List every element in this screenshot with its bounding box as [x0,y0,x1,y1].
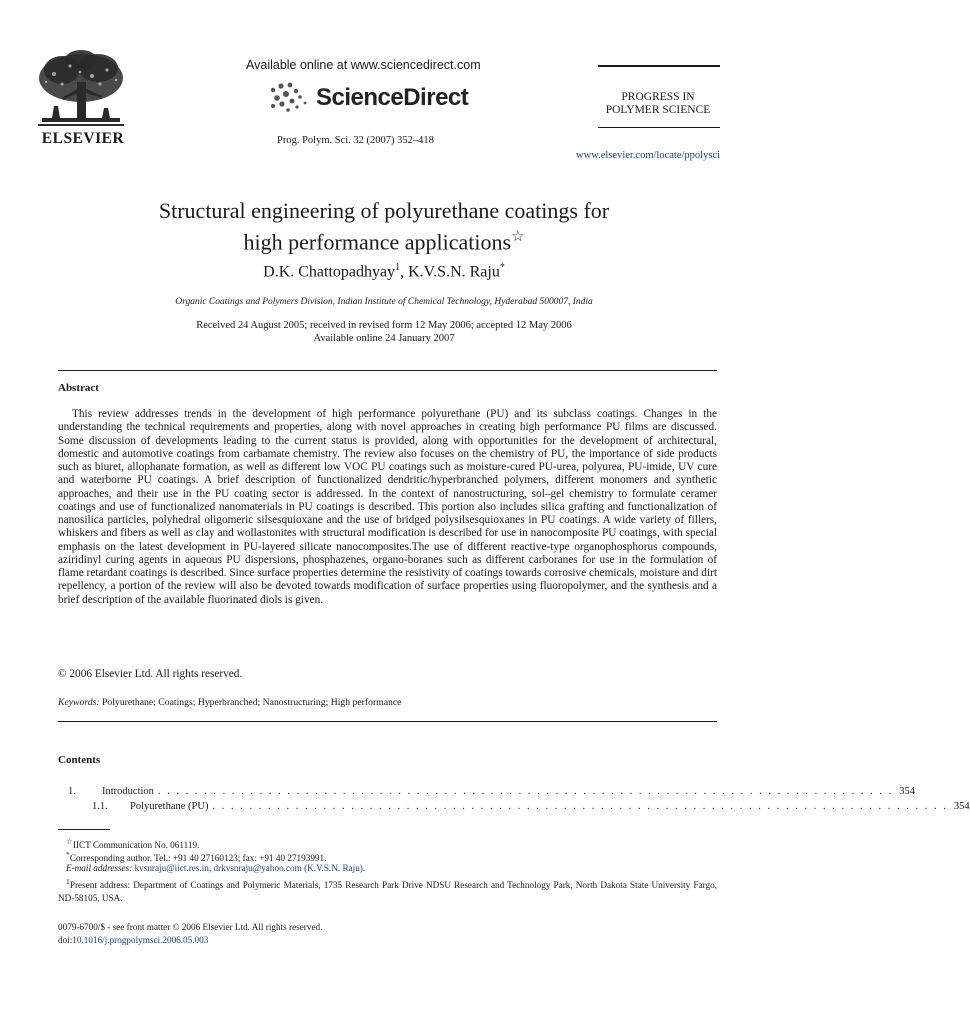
journal-title-line-2: POLYMER SCIENCE [605,104,711,116]
email-link[interactable]: kvsnraju@iict.res.in [134,863,209,873]
footnote-emails [58,862,717,875]
corresponding-author-mark[interactable]: * [499,262,505,273]
journal-homepage-link[interactable]: www.elsevier.com/locate/ppolysci [576,150,720,161]
email-label: E-mail addresses: [66,863,133,873]
toc-entry[interactable] [58,801,970,815]
footnote-text: IICT Communication No. 061119. [72,840,200,851]
footnote-present-address [58,876,717,904]
footnote-mark: * [66,850,70,859]
abstract-copyright: © 2006 Elsevier Ltd. All rights reserved. [58,668,243,680]
article-history-dates: Received 24 August 2005; received in revised form 12 May 2006; accepted 12 May 2006 [196,320,572,331]
toc-entry-page: 354 [953,801,970,812]
toc-dot-leader: . . . . . . . . . . . . . . . . . . . . . . . . . . . . . . . . . . . . . . . . . . . . . . . . . . . . . . . . . . . . . . . . . . . . . . . . . . . . . . . . [157,786,894,797]
contents-heading: Contents [58,754,101,766]
section-divider [58,370,717,371]
front-matter-notice: 0079-6700/$ - see front matter © 2006 Elsevier Ltd. All rights reserved. [58,922,323,932]
footnote-text: Present address: Department of Coatings and Polymeric Materials, 1735 Research Park Drive NDSU Research and Technology Park, North Dakota State University Fargo, ND-58105, USA. [58,880,717,903]
article-title [60,198,708,255]
author-name: K.V.S.N. Raju [408,263,500,281]
toc-entry-page: 354 [899,786,916,797]
publisher-name: ELSEVIER [41,130,125,147]
abstract-heading: Abstract [58,382,99,394]
sciencedirect-wordmark: ScienceDirect [316,84,469,111]
journal-citation: Prog. Polym. Sci. 32 (2007) 352–418 [277,135,434,146]
keywords-list: Polyurethane; Coatings; Hyperbranched; Nanostructuring; High performance [102,697,402,708]
keywords-line [58,697,717,708]
email-separator: , [208,863,214,873]
author-list [60,262,708,281]
author-name: D.K. Chattopadhyay [263,263,396,281]
article-title-line-1: Structural engineering of polyurethane coatings for [158,198,610,223]
abstract-body: This review addresses trends in the development of high performance polyurethane (PU) and its subclass coatings. Changes in the understanding the technical requirements and properties, along with novel approaches in creating high performance PU films are discussed. Some discussion of developments leading to the current status is provided, along with opportunities for the development of architectural, domestic and automotive coatings from carbamate chemistry. The review also focuses on the chemistry of PU, the importance of side products such as biuret, allophanate formation, as well as different low VOC PU coatings such as moisture-cured PU-urea, polyurea, PU-imide, UV cure and waterborne PU coatings. A brief description of functionalized dendritic/hyperbranched polymers, different monomers and synthetic approaches, and their use in the PU coating sector is addressed. In the context of nanostructuring, sol–gel chemistry to formulate ceramer coatings and use of functionalized nanomaterials in PU coatings is described. This portion also includes silica grafting and functionalization of nanosilica particles, polyhedral oligomeric silsesquioxane and the use of bridged polysilsesquioxanes in PU coatings. A wide variety of fillers, whiskers and fibers as well as clay and wollastonites with structural modification is described for use in nanocomposite PU coatings, with special emphasis on the latest development in PU-layered silicate nanocomposites.The use of different reactive-type organophosphorus compounds, aziridinyl curing agents in aqueous PU dispersions, phosphazenes, organo-boranes such as different carboranes for use in the formulation of flame retardant coatings is described. Since surface properties determine the resistivity of coatings towards corrosive chemicals, moisture and dirt repellency, a portion of the review will also be devoted towards modification of surface properties using fluoropolymer, and the synthesis and a brief description of the available fluorinated diols is given. [58,408,717,606]
journal-title-block [598,91,718,117]
sciencedirect-dots-icon [267,81,311,115]
toc-entry[interactable] [58,786,916,800]
toc-entry-number: 1.1. [92,801,108,812]
toc-entry-title: Introduction [102,786,154,797]
available-online-date: Available online 24 January 2007 [313,333,455,344]
journal-title-line-1: PROGRESS IN [621,91,695,103]
journal-rule-bottom [598,127,720,128]
email-link[interactable]: drkvsnraju@yahoo.com (K.V.S.N. Raju). [213,863,366,873]
toc-entry-number: 1. [68,786,76,797]
article-title-line-2: high performance applications [243,229,512,255]
available-online-line: Available online at www.sciencedirect.com [246,58,481,72]
sciencedirect-logo [267,80,468,116]
doi-line [58,935,208,945]
toc-dot-leader: . . . . . . . . . . . . . . . . . . . . . . . . . . . . . . . . . . . . . . . . . . . . . . . . . . . . . . . . . . . . . . . . . . . . . . . . . . . . . . . . [212,801,948,812]
title-footnote-mark[interactable]: ☆ [511,229,525,245]
author-affiliation: Organic Coatings and Polymers Division, Indian Institute of Chemical Technology, Hyderabad 500007, India [175,297,593,307]
toc-entry-title: Polyurethane (PU) [130,801,209,812]
keywords-label: Keywords: [58,697,100,708]
elsevier-tree-logo [32,48,130,134]
author-separator: , [400,263,409,281]
footnote-text: Corresponding author. Tel.: +91 40 27160123; fax: +91 40 27193991. [69,853,327,864]
doi-link[interactable]: 10.1016/j.progpolymsci.2006.05.003 [72,935,209,945]
footnote-mark: 1 [66,877,70,886]
journal-rule-top [598,65,720,67]
author-footnote-mark[interactable]: 1 [395,262,401,273]
doi-prefix: doi: [58,935,73,945]
section-divider [58,721,717,722]
footnote-mark: ☆ [66,837,73,846]
footnote-rule [58,829,110,830]
